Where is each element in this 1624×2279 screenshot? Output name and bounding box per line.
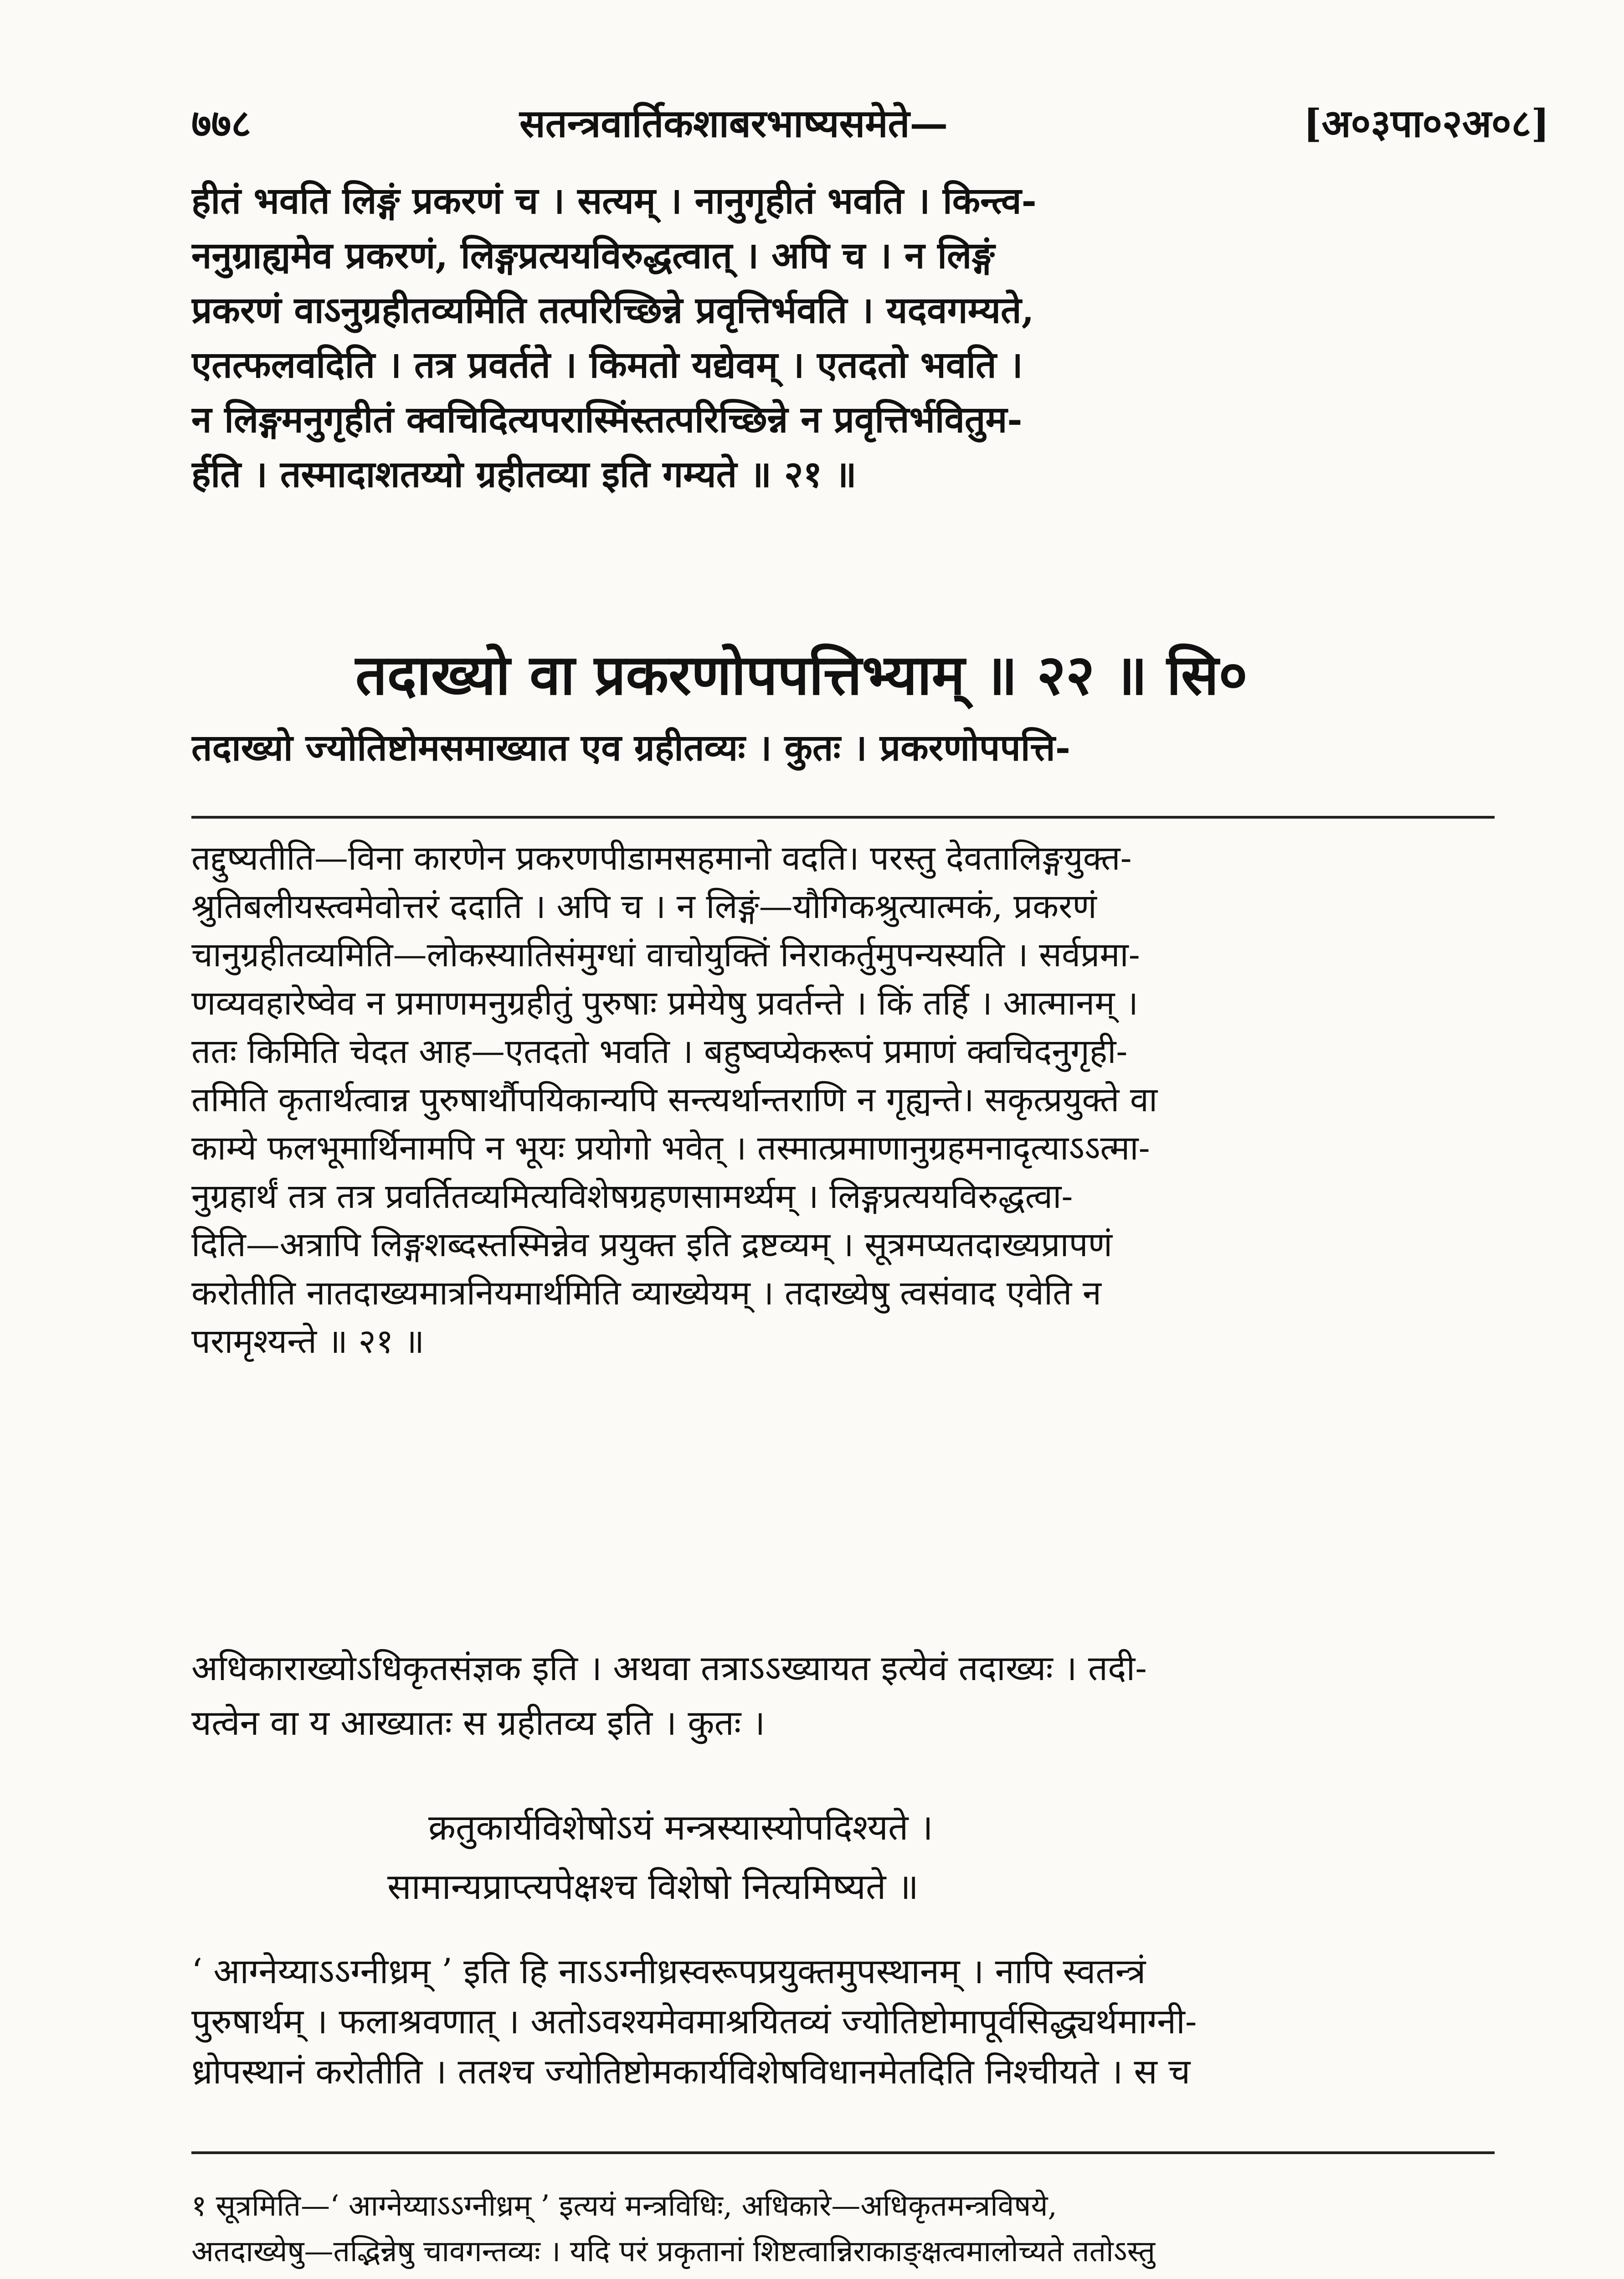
commentary-line: ततः किमिति चेदत आह—एतदतो भवति । बहुष्वप्येकरूपं प्रमाणं क्वचिदनुगृही- (191, 1032, 1128, 1071)
main-text-block-1 (191, 173, 1476, 501)
commentary-block-2 (191, 1641, 1476, 1750)
text-line: तदाख्यो ज्योतिष्टोमसमाख्यात एव ग्रहीतव्यः । कुतः । प्रकरणोपपत्ति- (191, 726, 1071, 769)
footnote-line: अतदाख्येषु—तद्भिन्नेषु चावगन्तव्यः । यदि परं प्रकृतानां शिष्टत्वान्निराकाङ्क्षत्वमालोच्यते ततोऽस्तु (191, 2235, 1155, 2269)
text-line: र्हति । तस्मादाशतय्यो ग्रहीतव्या इति गम्यते ॥ २१ ॥ (191, 453, 857, 495)
footnote-line: १ सूत्रमिति—‘ आग्नेय्याऽऽग्नीध्रम् ’ इत्ययं मन्त्रविधिः, अधिकारे—अधिकृतमन्त्रविषये, (191, 2189, 1057, 2223)
text-line: ननुग्राह्यमेव प्रकरणं, लिङ्गप्रत्ययविरुद्धत्वात् । अपि च । न लिङ्गं (191, 234, 995, 277)
main-text-block-2 (191, 720, 1476, 775)
commentary-line: परामृश्यन्ते ॥ २१ ॥ (191, 1322, 425, 1361)
text-line: यत्वेन वा य आख्यातः स ग्रहीतव्य इति । कुतः । (191, 1702, 766, 1743)
commentary-line: चानुग्रहीतव्यमिति—लोकस्यातिसंमुग्धां वाचोयुक्तिं निराकर्तुमुपन्यस्यति । सर्वप्रमा- (191, 935, 1140, 975)
commentary-line: काम्ये फलभूमार्थिनामपि न भूयः प्रयोगो भवेत् । तस्मात्प्रमाणानुग्रहमनादृत्याऽऽत्मा- (191, 1129, 1150, 1168)
text-line: ध्रोपस्थानं करोतीति । ततश्च ज्योतिष्टोमकार्यविशेषविधानमेतदिति निश्चीयते । स च (191, 2051, 1191, 2092)
commentary-line: तद्दुष्यतीति—विना कारणेन प्रकरणपीडामसहमानो वदति। परस्तु देवतालिङ्गयुक्त- (191, 839, 1132, 878)
commentary-line: दिति—अत्रापि लिङ्गशब्दस्तस्मिन्नेव प्रयुक्त इति द्रष्टव्यम् । सूत्रमप्यतदाख्यप्रापणं (191, 1225, 1113, 1264)
commentary-block-3 (191, 1946, 1476, 2097)
text-line: पुरुषार्थम् । फलाश्रवणात् । अतोऽवश्यमेवमाश्रयितव्यं ज्योतिष्टोमापूर्वसिद्ध्यर्थमाग्नी- (191, 2001, 1197, 2042)
commentary-line: करोतीति नातदाख्यमात्रनियमार्थमिति व्याख्येयम् । तदाख्येषु त्वसंवाद एवेति न (191, 1274, 1101, 1313)
running-header (191, 91, 1549, 160)
footnote-line (191, 2274, 1476, 2279)
running-title: सतन्त्रवार्तिकशाबरभाष्यसमेते— (519, 101, 948, 146)
verse-line-1 (428, 1800, 1340, 1855)
verse-text: क्रतुकार्यविशेषोऽयं मन्त्रस्यास्योपदिश्यते । (428, 1807, 933, 1848)
commentary-line: तमिति कृतार्थत्वान्न पुरुषार्थौपयिकान्यपि सन्त्यर्थान्तराणि न गृह्यन्ते। सकृत्प्रयुक्ते वा (191, 1080, 1158, 1119)
text-line: प्रकरणं वाऽनुग्रहीतव्यमिति तत्परिच्छिन्ने प्रवृत्तिर्भवति । यदवगम्यते, (191, 289, 1034, 331)
commentary-block (191, 834, 1476, 1366)
verse-text: सामान्यप्राप्त्यपेक्षश्च विशेषो नित्यमिष्यते ॥ (387, 1867, 919, 1908)
verse-line-2 (387, 1860, 1299, 1914)
text-line: एतत्फलवदिति । तत्र प्रवर्तते । किमतो यद्येवम् । एतदतो भवति । (191, 343, 1023, 386)
text-line: ‘ आग्नेय्याऽऽग्नीध्रम् ’ इति हि नाऽऽग्नीध्रस्वरूपप्रयुक्तमुपस्थानम् । नापि स्वतन्त्रं (191, 1951, 1146, 1991)
commentary-line: णव्यवहारेष्वेव न प्रमाणमनुग्रहीतुं पुरुषाः प्रमेयेषु प्रवर्तन्ते । किं तर्हि । आत्मानम् । (191, 984, 1139, 1023)
text-line: हीतं भवति लिङ्गं प्रकरणं च । सत्यम् । नानुगृहीतं भवति । किन्त्व- (191, 179, 1037, 222)
text-line: न लिङ्गमनुगृहीतं क्वचिदित्यपरास्मिंस्तत्परिच्छिन्ने न प्रवृत्तिर्भवितुम- (191, 398, 1023, 441)
chapter-reference: [अ०३पा०२अ०८] (1303, 101, 1549, 146)
section-divider (191, 816, 1495, 819)
footnote-block (191, 2183, 1476, 2279)
sutra-heading: तदाख्यो वा प्रकरणोपपत्तिभ्याम् ॥ २२ ॥ सि० (355, 642, 1248, 707)
text-line: अधिकाराख्योऽधिकृतसंज्ञक इति । अथवा तत्राऽऽख्यायत इत्येवं तदाख्यः । तदी- (191, 1648, 1147, 1688)
commentary-line: नुग्रहार्थं तत्र तत्र प्रवर्तितव्यमित्यविशेषग्रहणसामर्थ्यम् । लिङ्गप्रत्ययविरुद्धत्वा- (191, 1177, 1073, 1216)
page-number: ७७८ (191, 101, 252, 146)
footnote-divider (191, 2151, 1495, 2154)
commentary-line: श्रुतिबलीयस्त्वमेवोत्तरं ददाति । अपि च । न लिङ्गं—यौगिकश्रुत्यात्मकं, प्रकरणं (191, 887, 1097, 926)
